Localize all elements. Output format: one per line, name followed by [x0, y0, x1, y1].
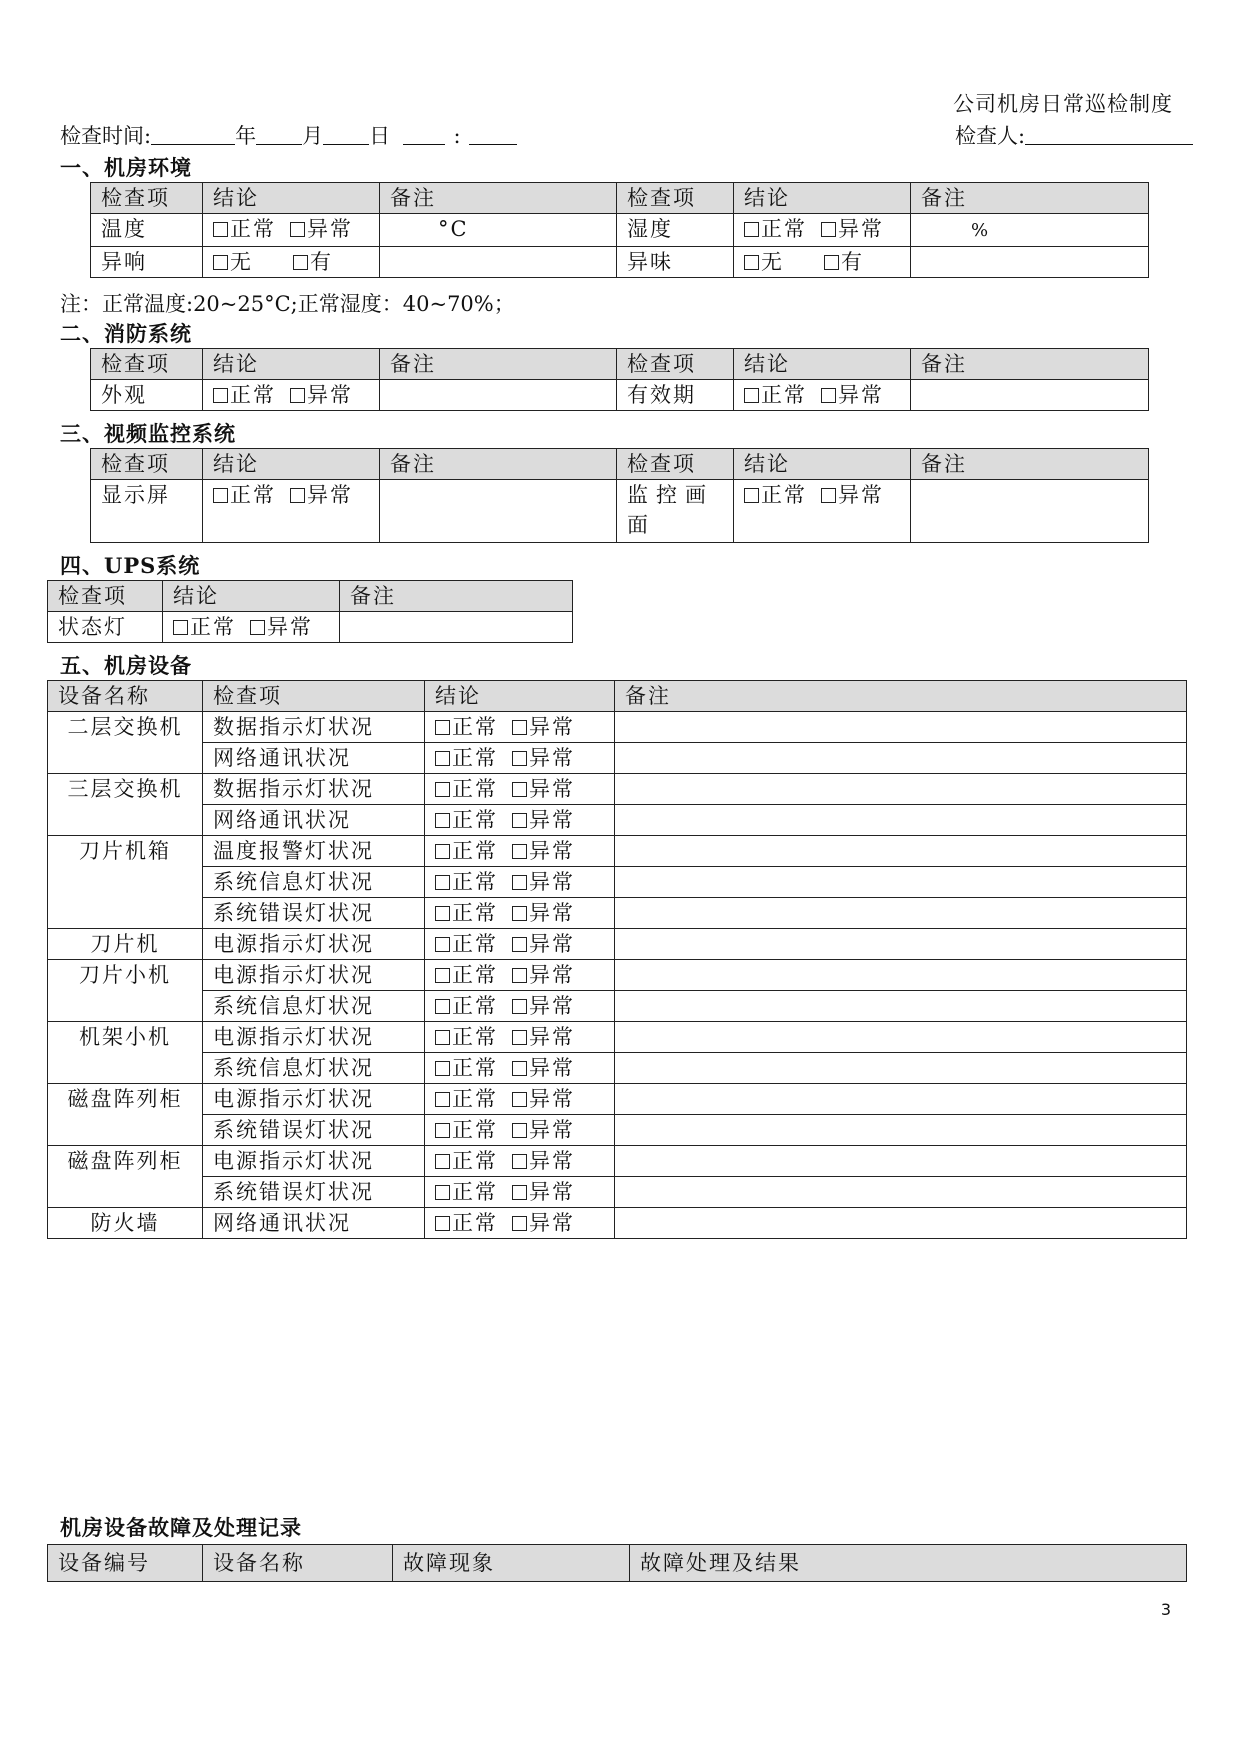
- checkbox[interactable]: [512, 1061, 527, 1076]
- table-row: [48, 612, 573, 643]
- option-label: 正常: [452, 777, 498, 801]
- header-result: 结论: [203, 183, 380, 214]
- checkbox[interactable]: [744, 488, 759, 503]
- checkbox[interactable]: [290, 488, 305, 503]
- month-blank[interactable]: [256, 124, 302, 145]
- header-remark: 备注: [911, 449, 1149, 480]
- result-cell: [425, 867, 615, 898]
- table-header-row: [91, 349, 1149, 380]
- option-label: 异常: [529, 777, 575, 801]
- checkbox[interactable]: [512, 1030, 527, 1045]
- checkbox[interactable]: [512, 751, 527, 766]
- option-label: 正常: [452, 1211, 498, 1235]
- checkbox[interactable]: [512, 1092, 527, 1107]
- status-light-remark[interactable]: [340, 612, 573, 643]
- remark-cell[interactable]: [615, 743, 1187, 774]
- option-label: 异常: [529, 1149, 575, 1173]
- checkbox[interactable]: [512, 1185, 527, 1200]
- table-row: [48, 836, 1187, 867]
- option-label: 正常: [452, 808, 498, 832]
- option-label: 正常: [452, 901, 498, 925]
- option-label: 异常: [529, 1056, 575, 1080]
- day-label: 日: [369, 124, 391, 148]
- remark-cell[interactable]: [615, 1208, 1187, 1239]
- checkbox[interactable]: [821, 222, 836, 237]
- temperature-remark[interactable]: [380, 214, 617, 247]
- device-name-cell: 二层交换机: [48, 712, 203, 774]
- checkbox[interactable]: [512, 782, 527, 797]
- option-label: 异常: [529, 715, 575, 739]
- result-cell: [425, 1022, 615, 1053]
- option-label: 异常: [529, 932, 575, 956]
- check-item-cell: 系统错误灯状况: [203, 1177, 425, 1208]
- checkbox[interactable]: [435, 1216, 450, 1231]
- status-light-result: [163, 612, 340, 643]
- table-row: [48, 1115, 1187, 1146]
- remark-cell[interactable]: [615, 898, 1187, 929]
- option-label: 异常: [307, 383, 353, 407]
- header-result: 结论: [203, 449, 380, 480]
- appearance-label: 外观: [91, 380, 203, 411]
- header-item: 检查项: [91, 449, 203, 480]
- page-number: 3: [1160, 1600, 1171, 1619]
- video-table: [90, 448, 1149, 543]
- section-title-ups: 四、UPS系统: [60, 553, 201, 578]
- checkbox[interactable]: [821, 488, 836, 503]
- noise-label: 异响: [91, 247, 203, 278]
- noise-result: [203, 247, 380, 278]
- check-item-cell: 系统信息灯状况: [203, 1053, 425, 1084]
- table-header-row: [48, 1545, 1187, 1582]
- header-item: 检查项: [617, 449, 734, 480]
- option-label: 正常: [452, 994, 498, 1018]
- document-title: 公司机房日常巡检制度: [953, 92, 1173, 116]
- result-cell: [425, 1084, 615, 1115]
- device-name-cell: 机架小机: [48, 1022, 203, 1084]
- device-name-cell: 磁盘阵列柜: [48, 1146, 203, 1208]
- table-row: [91, 380, 1149, 411]
- checkbox[interactable]: [435, 999, 450, 1014]
- check-item-cell: 网络通讯状况: [203, 805, 425, 836]
- remark-cell[interactable]: [615, 1084, 1187, 1115]
- humidity-remark[interactable]: [911, 214, 1149, 247]
- checkbox[interactable]: [512, 844, 527, 859]
- option-label: 正常: [452, 870, 498, 894]
- monitor-label: 监控画面: [617, 480, 734, 543]
- result-cell: [425, 1146, 615, 1177]
- option-label: 异常: [838, 483, 884, 507]
- checkbox[interactable]: [512, 937, 527, 952]
- result-cell: [425, 1208, 615, 1239]
- inspector-blank[interactable]: [1025, 124, 1193, 145]
- check-item-cell: 数据指示灯状况: [203, 712, 425, 743]
- noise-remark[interactable]: [380, 247, 617, 278]
- device-name-cell: 刀片机箱: [48, 836, 203, 929]
- header-remark: 备注: [340, 581, 573, 612]
- month-label: 月: [302, 124, 324, 148]
- header-item: 检查项: [617, 183, 734, 214]
- device-name-cell: 磁盘阵列柜: [48, 1084, 203, 1146]
- header-device: 设备名称: [48, 681, 203, 712]
- temperature-result: [203, 214, 380, 247]
- table-row: [48, 743, 1187, 774]
- table-header-row: [91, 183, 1149, 214]
- checkbox[interactable]: [512, 1154, 527, 1169]
- appearance-result: [203, 380, 380, 411]
- header-result: 结论: [163, 581, 340, 612]
- checkbox[interactable]: [512, 906, 527, 921]
- option-label: 正常: [452, 1180, 498, 1204]
- smell-label: 异味: [617, 247, 734, 278]
- header-item: 检查项: [203, 681, 425, 712]
- remark-cell[interactable]: [615, 867, 1187, 898]
- device-name-cell: 刀片机: [48, 929, 203, 960]
- checkbox[interactable]: [512, 875, 527, 890]
- section-title-video: 三、视频监控系统: [60, 421, 236, 446]
- result-cell: [425, 1115, 615, 1146]
- option-label: 异常: [529, 1211, 575, 1235]
- remark-cell[interactable]: [615, 1115, 1187, 1146]
- checkbox[interactable]: [213, 488, 228, 503]
- check-item-cell: 电源指示灯状况: [203, 1022, 425, 1053]
- inspector-line: [955, 120, 1193, 150]
- table-row: [48, 991, 1187, 1022]
- option-label: 异常: [529, 1087, 575, 1111]
- validity-result: [734, 380, 911, 411]
- checkbox[interactable]: [435, 1185, 450, 1200]
- option-label: 无: [761, 250, 784, 274]
- remark-cell[interactable]: [615, 1146, 1187, 1177]
- option-label: 正常: [452, 1149, 498, 1173]
- table-row: [48, 1177, 1187, 1208]
- header-result: 结论: [203, 349, 380, 380]
- header-remark: 备注: [380, 183, 617, 214]
- option-label: 异常: [529, 963, 575, 987]
- option-label: 正常: [230, 483, 276, 507]
- check-item-cell: 电源指示灯状况: [203, 1146, 425, 1177]
- checkbox[interactable]: [435, 751, 450, 766]
- check-item-cell: 电源指示灯状况: [203, 929, 425, 960]
- check-item-cell: 电源指示灯状况: [203, 960, 425, 991]
- checkbox[interactable]: [173, 620, 188, 635]
- header-remark: 备注: [380, 449, 617, 480]
- check-item-cell: 温度报警灯状况: [203, 836, 425, 867]
- checkbox[interactable]: [512, 1123, 527, 1138]
- table-row: [48, 774, 1187, 805]
- checkbox[interactable]: [512, 813, 527, 828]
- temperature-label: 温度: [91, 214, 203, 247]
- option-label: 正常: [452, 1025, 498, 1049]
- option-label: 正常: [452, 1118, 498, 1142]
- checkbox[interactable]: [821, 388, 836, 403]
- table-row: [48, 1053, 1187, 1084]
- monitor-remark[interactable]: [911, 480, 1149, 543]
- checkbox[interactable]: [435, 782, 450, 797]
- checkbox[interactable]: [512, 999, 527, 1014]
- option-label: 正常: [230, 217, 276, 241]
- remark-cell[interactable]: [615, 929, 1187, 960]
- header-device-id: 设备编号: [48, 1545, 203, 1582]
- normal-range-note: 注：正常温度:20~25°C;正常湿度：40~70%；: [60, 292, 515, 316]
- option-label: 正常: [452, 715, 498, 739]
- remark-cell[interactable]: [615, 1022, 1187, 1053]
- validity-remark[interactable]: [911, 380, 1149, 411]
- check-time-line: [60, 120, 517, 150]
- table-row: [48, 960, 1187, 991]
- header-result: 结论: [734, 183, 911, 214]
- device-name-cell: 防火墙: [48, 1208, 203, 1239]
- equipment-table: [47, 680, 1187, 1239]
- header-item: 检查项: [617, 349, 734, 380]
- check-item-cell: 系统信息灯状况: [203, 867, 425, 898]
- result-cell: [425, 960, 615, 991]
- option-label: 异常: [529, 1025, 575, 1049]
- remark-cell[interactable]: [615, 836, 1187, 867]
- section-title-fire: 二、消防系统: [60, 321, 192, 346]
- check-item-cell: 系统错误灯状况: [203, 1115, 425, 1146]
- checkbox[interactable]: [435, 813, 450, 828]
- header-remark: 备注: [911, 183, 1149, 214]
- minute-blank[interactable]: [469, 124, 517, 145]
- option-label: 异常: [529, 1180, 575, 1204]
- option-label: 异常: [529, 746, 575, 770]
- temperature-unit: °C: [438, 217, 469, 241]
- result-cell: [425, 1177, 615, 1208]
- option-label: 异常: [838, 217, 884, 241]
- inspector-label: 检查人:: [955, 124, 1026, 148]
- smell-result: [734, 247, 911, 278]
- result-cell: [425, 805, 615, 836]
- remark-cell[interactable]: [615, 805, 1187, 836]
- result-cell: [425, 898, 615, 929]
- check-item-cell: 网络通讯状况: [203, 1208, 425, 1239]
- status-light-label: 状态灯: [48, 612, 163, 643]
- check-item-cell: 电源指示灯状况: [203, 1084, 425, 1115]
- checkbox[interactable]: [435, 1092, 450, 1107]
- option-label: 异常: [529, 901, 575, 925]
- table-row: [48, 1146, 1187, 1177]
- option-label: 正常: [761, 217, 807, 241]
- option-label: 有: [310, 250, 333, 274]
- option-label: 异常: [529, 994, 575, 1018]
- smell-remark[interactable]: [911, 247, 1149, 278]
- table-row: [48, 929, 1187, 960]
- day-blank[interactable]: [323, 124, 369, 145]
- result-cell: [425, 774, 615, 805]
- option-label: 正常: [452, 839, 498, 863]
- option-label: 异常: [838, 383, 884, 407]
- table-header-row: [48, 581, 573, 612]
- result-cell: [425, 712, 615, 743]
- check-item-cell: 系统错误灯状况: [203, 898, 425, 929]
- year-blank[interactable]: [151, 124, 235, 145]
- option-label: 有: [841, 250, 864, 274]
- table-row: [48, 1084, 1187, 1115]
- checkbox[interactable]: [744, 222, 759, 237]
- section-title-equipment: 五、机房设备: [60, 653, 192, 678]
- checkbox[interactable]: [435, 1030, 450, 1045]
- option-label: 异常: [529, 839, 575, 863]
- option-label: 正常: [230, 383, 276, 407]
- checkbox[interactable]: [512, 1216, 527, 1231]
- option-label: 正常: [761, 383, 807, 407]
- checkbox[interactable]: [435, 1061, 450, 1076]
- header-fault-symptom: 故障现象: [393, 1545, 630, 1582]
- check-item-cell: 网络通讯状况: [203, 743, 425, 774]
- table-header-row: [91, 449, 1149, 480]
- result-cell: [425, 929, 615, 960]
- checkbox[interactable]: [512, 968, 527, 983]
- checkbox[interactable]: [290, 222, 305, 237]
- table-header-row: [48, 681, 1187, 712]
- header-remark: 备注: [615, 681, 1187, 712]
- checkbox[interactable]: [250, 620, 265, 635]
- table-row: [48, 712, 1187, 743]
- check-time-label: 检查时间:: [60, 124, 152, 148]
- result-cell: [425, 991, 615, 1022]
- table-row: [91, 214, 1149, 247]
- screen-result: [203, 480, 380, 543]
- result-cell: [425, 743, 615, 774]
- checkbox[interactable]: [293, 255, 308, 270]
- checkbox[interactable]: [435, 720, 450, 735]
- header-fault-handling: 故障处理及结果: [630, 1545, 1187, 1582]
- fire-table: [90, 348, 1149, 411]
- fault-record-table: [47, 1544, 1187, 1582]
- checkbox[interactable]: [435, 1123, 450, 1138]
- section-title-environment: 一、机房环境: [60, 155, 192, 180]
- checkbox[interactable]: [744, 388, 759, 403]
- environment-table: [90, 182, 1149, 278]
- remark-cell[interactable]: [615, 991, 1187, 1022]
- option-label: 正常: [452, 963, 498, 987]
- option-label: 异常: [307, 217, 353, 241]
- hour-blank[interactable]: [403, 124, 445, 145]
- option-label: 异常: [267, 615, 313, 639]
- header-item: 检查项: [91, 349, 203, 380]
- result-cell: [425, 1053, 615, 1084]
- option-label: 异常: [529, 870, 575, 894]
- screen-remark[interactable]: [380, 480, 617, 543]
- checkbox[interactable]: [213, 388, 228, 403]
- table-row: [91, 480, 1149, 543]
- appearance-remark[interactable]: [380, 380, 617, 411]
- table-row: [48, 898, 1187, 929]
- table-row: [48, 867, 1187, 898]
- table-row: [48, 1022, 1187, 1053]
- humidity-result: [734, 214, 911, 247]
- checkbox[interactable]: [435, 1154, 450, 1169]
- option-label: 正常: [452, 932, 498, 956]
- checkbox[interactable]: [435, 937, 450, 952]
- remark-cell[interactable]: [615, 1177, 1187, 1208]
- option-label: 正常: [452, 1056, 498, 1080]
- device-name-cell: 三层交换机: [48, 774, 203, 836]
- header-result: 结论: [734, 449, 911, 480]
- option-label: 异常: [307, 483, 353, 507]
- header-remark: 备注: [380, 349, 617, 380]
- header-result: 结论: [425, 681, 615, 712]
- checkbox[interactable]: [435, 844, 450, 859]
- time-colon: :: [453, 124, 461, 148]
- checkbox[interactable]: [213, 222, 228, 237]
- checkbox[interactable]: [744, 255, 759, 270]
- checkbox[interactable]: [290, 388, 305, 403]
- header-remark: 备注: [911, 349, 1149, 380]
- check-item-cell: 数据指示灯状况: [203, 774, 425, 805]
- humidity-unit: %: [971, 220, 991, 241]
- humidity-label: 湿度: [617, 214, 734, 247]
- remark-cell[interactable]: [615, 1053, 1187, 1084]
- monitor-result: [734, 480, 911, 543]
- checkbox[interactable]: [824, 255, 839, 270]
- table-row: [48, 805, 1187, 836]
- ups-table: [47, 580, 573, 643]
- option-label: 无: [230, 250, 253, 274]
- option-label: 异常: [529, 808, 575, 832]
- option-label: 异常: [529, 1118, 575, 1142]
- remark-cell[interactable]: [615, 712, 1187, 743]
- table-row: [91, 247, 1149, 278]
- option-label: 正常: [452, 1087, 498, 1111]
- result-cell: [425, 836, 615, 867]
- check-item-cell: 系统信息灯状况: [203, 991, 425, 1022]
- header-device-name: 设备名称: [203, 1545, 393, 1582]
- validity-label: 有效期: [617, 380, 734, 411]
- checkbox[interactable]: [512, 720, 527, 735]
- table-row: [48, 1208, 1187, 1239]
- option-label: 正常: [190, 615, 236, 639]
- header-item: 检查项: [48, 581, 163, 612]
- checkbox[interactable]: [435, 906, 450, 921]
- checkbox[interactable]: [435, 968, 450, 983]
- checkbox[interactable]: [213, 255, 228, 270]
- section-title-fault-record: 机房设备故障及处理记录: [60, 1515, 302, 1540]
- screen-label: 显示屏: [91, 480, 203, 543]
- year-label: 年: [235, 124, 257, 148]
- checkbox[interactable]: [435, 875, 450, 890]
- device-name-cell: 刀片小机: [48, 960, 203, 1022]
- remark-cell[interactable]: [615, 774, 1187, 805]
- header-item: 检查项: [91, 183, 203, 214]
- header-result: 结论: [734, 349, 911, 380]
- option-label: 正常: [761, 483, 807, 507]
- option-label: 正常: [452, 746, 498, 770]
- remark-cell[interactable]: [615, 960, 1187, 991]
